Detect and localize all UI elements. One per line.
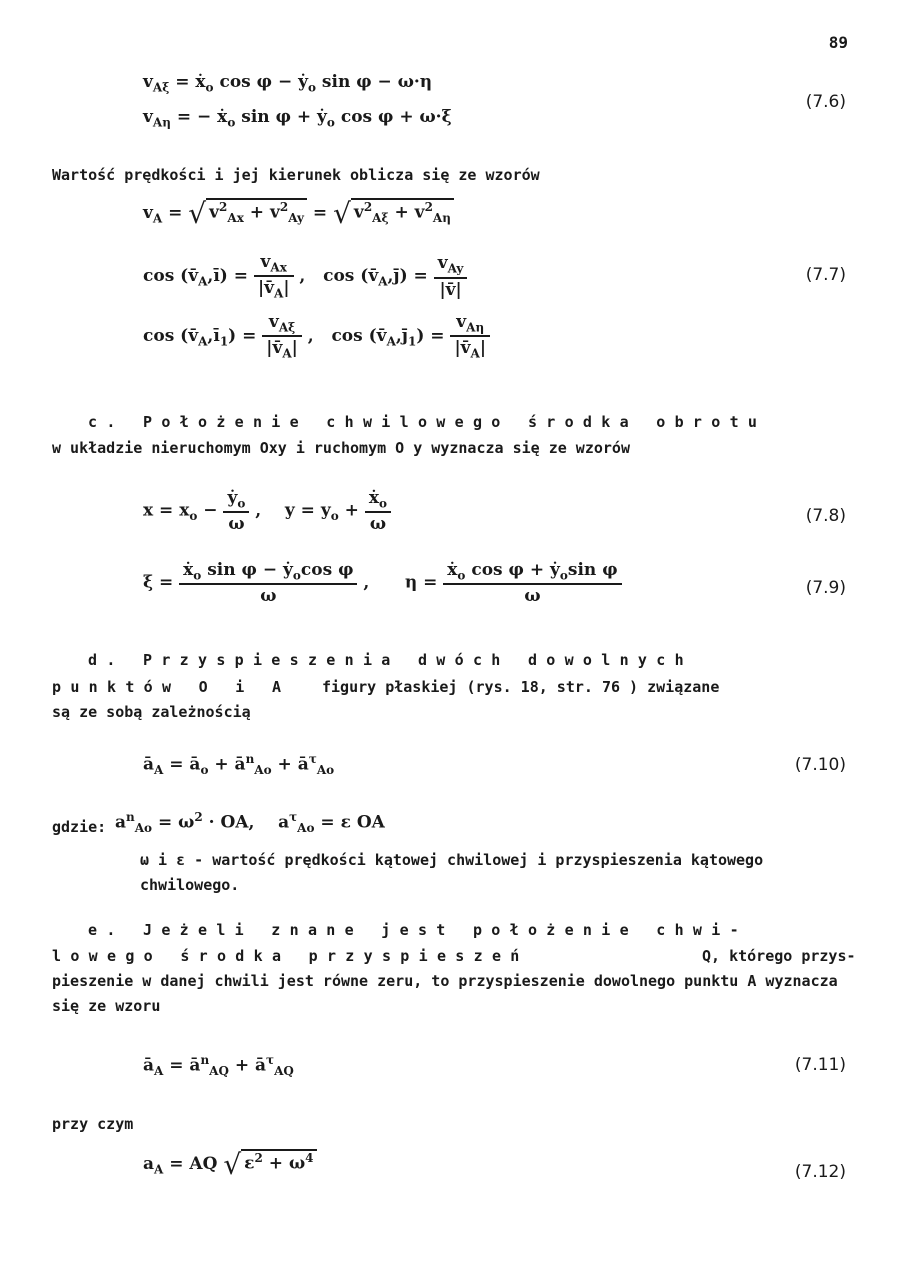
equation-7-7-cos-moving: $\cos (v̄_A,ī_1)$ = $\frac{v_{A\xi}}{|v̄_A|}$ , $\cos (v̄_A,j̄_1)$ = $\frac{v_{A\eta}}{|v̄_A|}$ <box>143 312 490 361</box>
section-e-heading-1: e. Jeżeli znane jest położenie chwi- <box>88 921 748 939</box>
przy-czym-text: przy czym <box>52 1115 134 1133</box>
equation-number-7-12: (7.12) <box>794 1162 846 1182</box>
section-c-text: w układzie nieruchomym Oxy i ruchomym O y wyznacza się ze wzorów <box>52 439 630 457</box>
equation-number-7-11: (7.11) <box>794 1055 846 1075</box>
equation-number-7-7: (7.7) <box>805 265 846 285</box>
velocity-intro-text: Wartość prędkości i jej kierunek oblicza się ze wzorów <box>52 166 540 184</box>
section-e-heading-2: lowego środka przyspieszeń <box>52 947 529 965</box>
equation-7-12: $a_A$ = AQ √ $\varepsilon^2 + \omega^4$ <box>143 1148 317 1181</box>
equation-number-7-10: (7.10) <box>794 755 846 775</box>
where-label: gdzie: <box>52 818 107 836</box>
equation-7-8: $x = x_o$ − $\frac{ẏ_o}{\omega}$ , $y = y_o$ + $\frac{ẋ_o}{\omega}$ <box>143 488 391 534</box>
where-description: ω i ε - wartość prędkości kątowej chwilowej i przyspieszenia kątowego chwilowego. <box>140 851 764 894</box>
equation-7-10: $ā_A$ = $ā_o$ + $ā^n_{Ao}$ + $ā^\tau_{Ao}$ <box>143 752 335 778</box>
section-d-heading-1: d. Przyspieszenia dwóch dowolnych <box>88 651 693 669</box>
equation-7-7-magnitude: $v_A$ = √ $v^2_{Ax} + v^2_{Ay}$ = √ $v^2_{A\xi} + v^2_{A\eta}$ <box>143 197 454 230</box>
section-d-heading-2: punktów O i A <box>52 678 291 696</box>
section-c-heading: c. Położenie chwilowego środka obrotu <box>88 413 767 431</box>
equation-7-6-line-2: $v_{A\eta}$ = − ẋ$_o$ sin φ + ẏ$_o$ cos φ + ω·ξ <box>143 107 452 130</box>
section-e-text-1: Q, którego przys- <box>702 947 856 965</box>
equation-number-7-6: (7.6) <box>805 92 846 112</box>
equation-7-9: ξ = $\frac{ẋ_o \sin \varphi - ẏ_o\cos \varphi}{\omega}$ , η = $\frac{ẋ_o \cos \varphi + ẏ_o\sin \varphi}{\omega}$ <box>143 560 622 606</box>
equation-7-11: $ā_A$ = $ā^n_{AQ}$ + $ā^\tau_{AQ}$ <box>143 1053 294 1079</box>
section-d-text-1: figury płaskiej (rys. 18, str. 76 ) związane <box>322 678 720 696</box>
equation-number-7-9: (7.9) <box>805 578 846 598</box>
equation-7-6-line-1: $v_{A\xi}$ = ẋ$_o$ cos φ − ẏ$_o$ sin φ − ω·η <box>143 72 433 95</box>
section-e-text-2: pieszenie w danej chwili jest równe zeru, to przyspieszenie dowolnego punktu A wyznacza się ze wzoru <box>52 972 838 1015</box>
equation-7-7-cos-xy: $\cos (v̄_A,ī)$ = $\frac{v_{Ax}}{|v̄_A|}$ , $\cos (v̄_A,j̄)$ = $\frac{v_{Ay}}{|v̄|}$ <box>143 252 467 301</box>
where-equations: $a^n_{Ao} = \omega^2$ · OA, $a^\tau_{Ao} = \varepsilon$ OA <box>115 810 385 836</box>
section-d-text-2: są ze sobą zależnością <box>52 703 251 721</box>
equation-number-7-8: (7.8) <box>805 506 846 526</box>
page-number: 89 <box>828 33 848 52</box>
